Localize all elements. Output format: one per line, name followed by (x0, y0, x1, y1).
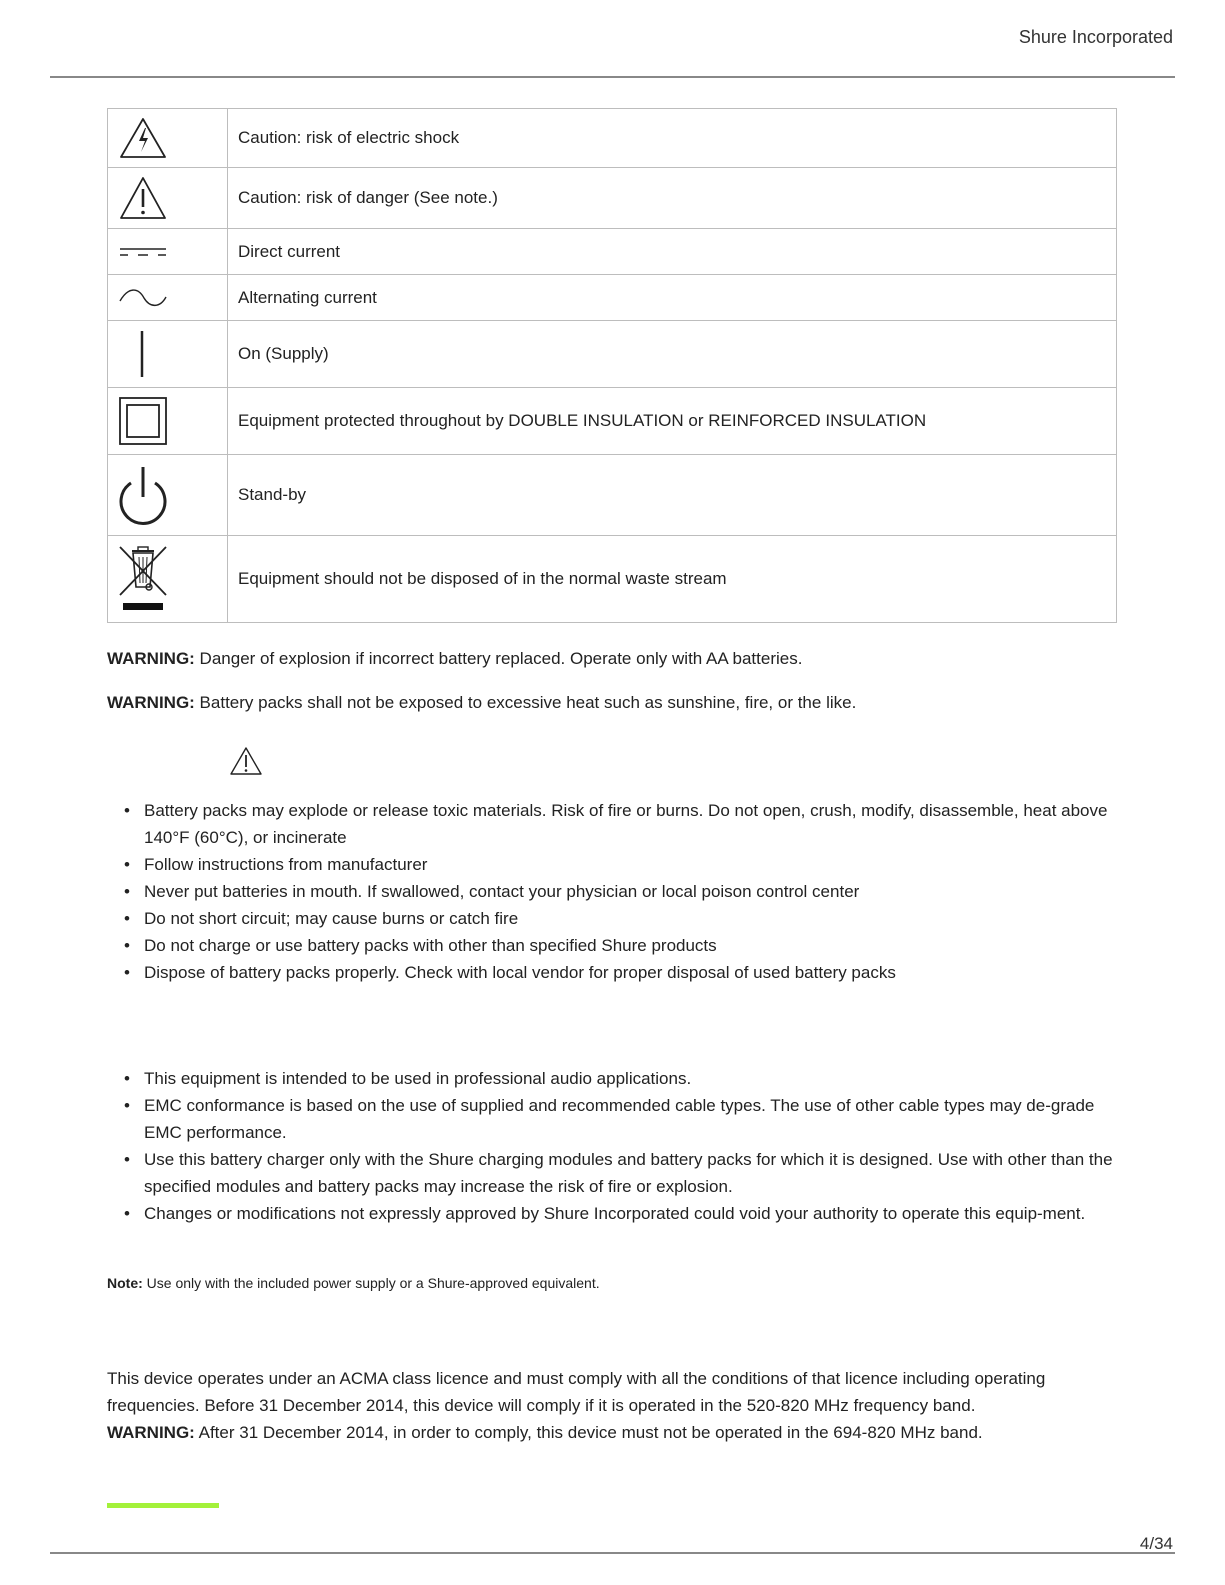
list-item: • Use this battery charger only with the Shure charging modules and battery packs for which it is designed. Use with other than the specified modules and battery packs may increase the risk of fire or explosion. (107, 1146, 1117, 1200)
list-item: • EMC conformance is based on the use of supplied and recommended cable types. The use of other cable types may de-grade EMC performance. (107, 1092, 1117, 1146)
table-row (108, 275, 1117, 321)
acma-text: This device operates under an ACMA class licence and must comply with all the conditions of that licence including operating frequencies. Before 31 December 2014, this device will comply if it is operated in the 520-820 MHz frequency band. (107, 1369, 1046, 1415)
symbol-description: Equipment should not be disposed of in the normal waste stream (228, 536, 1117, 623)
equipment-notes-list (107, 1065, 1117, 1227)
list-item: • Do not short circuit; may cause burns or catch fire (107, 905, 1117, 932)
battery-caution-list (107, 797, 1117, 986)
table-row (108, 536, 1117, 623)
list-item: • Changes or modifications not expressly approved by Shure Incorporated could void your authority to operate this equip-ment. (107, 1200, 1117, 1227)
warning-paragraph (107, 689, 856, 716)
list-item: • This equipment is intended to be used in professional audio applications. (107, 1065, 1117, 1092)
symbol-description: Direct current (228, 229, 1117, 275)
symbol-description: Equipment protected throughout by DOUBLE INSULATION or REINFORCED INSULATION (228, 388, 1117, 455)
symbol-description: Stand-by (228, 455, 1117, 536)
note-label: Note: (107, 1275, 143, 1291)
warning-label: WARNING: (107, 649, 195, 668)
footer-divider (50, 1552, 1175, 1554)
standby-icon (118, 465, 227, 525)
symbol-description: Alternating current (228, 275, 1117, 321)
warning-text: After 31 December 2014, in order to comply, this device must not be operated in the 694-820 MHz band. (194, 1423, 983, 1442)
alternating-current-icon (118, 289, 227, 307)
page-number: 4/34 (1139, 1534, 1173, 1553)
list-item: • Follow instructions from manufacturer (107, 851, 1117, 878)
list-item: • Dispose of battery packs properly. Check with local vendor for proper disposal of used battery packs (107, 959, 1117, 986)
double-insulation-icon (118, 396, 227, 446)
power-on-icon (118, 329, 227, 379)
warning-paragraph (107, 645, 802, 672)
electric-shock-warning-icon (118, 116, 227, 160)
acma-paragraph (107, 1365, 1117, 1446)
symbol-description: Caution: risk of electric shock (228, 109, 1117, 168)
caution-triangle-icon (229, 746, 263, 781)
warning-text: Danger of explosion if incorrect battery replaced. Operate only with AA batteries. (194, 649, 803, 668)
header-divider (50, 76, 1175, 78)
section-accent-bar (107, 1503, 219, 1508)
table-row (108, 168, 1117, 229)
weee-crossed-bin-icon (118, 545, 227, 613)
direct-current-icon (118, 244, 227, 260)
table-row (108, 109, 1117, 168)
danger-warning-icon (118, 175, 227, 221)
power-supply-note (107, 1275, 600, 1291)
list-item: • Battery packs may explode or release toxic materials. Risk of fire or burns. Do not open, crush, modify, disassemble, heat above 140°F (60°C), or incinerate (107, 797, 1117, 851)
warning-text: Battery packs shall not be exposed to excessive heat such as sunshine, fire, or the like. (194, 693, 857, 712)
safety-symbols-table (107, 108, 1117, 623)
table-row (108, 388, 1117, 455)
table-row (108, 455, 1117, 536)
symbol-description: On (Supply) (228, 321, 1117, 388)
table-row (108, 321, 1117, 388)
list-item: • Do not charge or use battery packs with other than specified Shure products (107, 932, 1117, 959)
warning-label: WARNING: (107, 693, 195, 712)
symbol-description: Caution: risk of danger (See note.) (228, 168, 1117, 229)
warning-label: WARNING: (107, 1423, 195, 1442)
list-item: • Never put batteries in mouth. If swallowed, contact your physician or local poison control center (107, 878, 1117, 905)
company-name: Shure Incorporated (1018, 27, 1173, 47)
table-row (108, 229, 1117, 275)
note-text: Use only with the included power supply or a Shure-approved equivalent. (142, 1275, 600, 1291)
